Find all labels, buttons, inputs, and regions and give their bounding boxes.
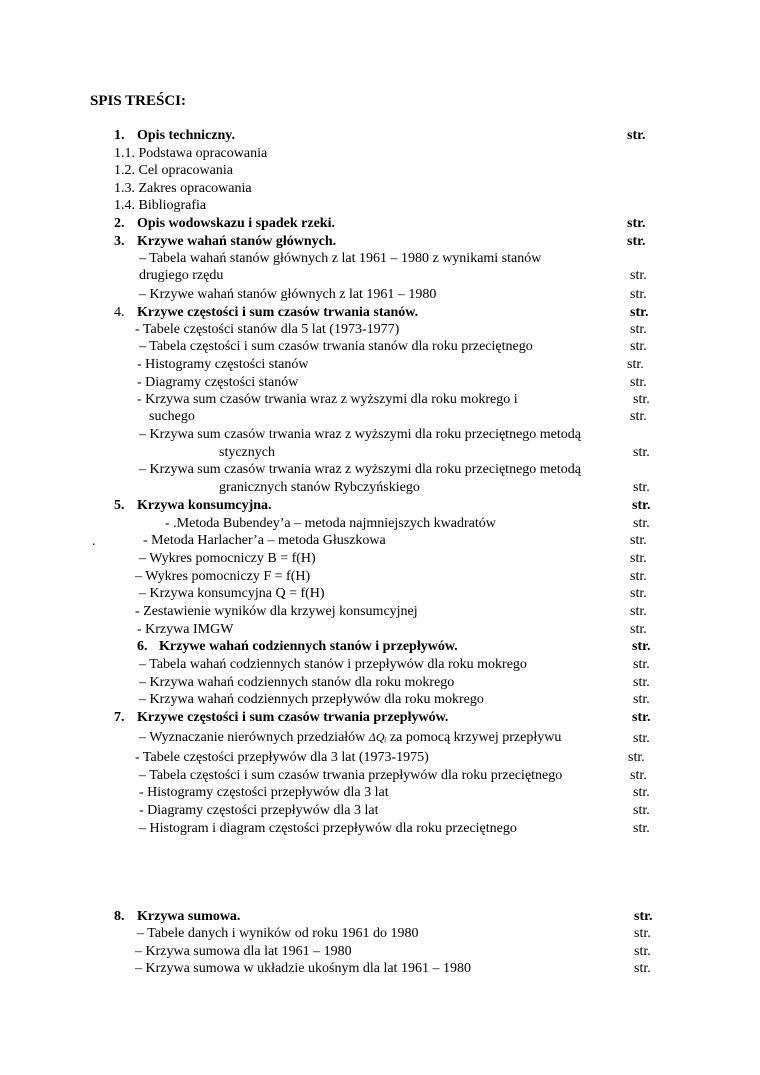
page-ref: str. [627,234,646,249]
page-ref: str. [627,216,646,231]
toc-subentry-continuation: drugiego rzędu [139,268,224,283]
page-ref: str. [630,586,647,601]
toc-entry-8-number: 8. [114,909,125,924]
page-ref: str. [633,480,650,495]
page-ref: str. [632,639,651,654]
toc-entry-3-number: 3. [114,234,125,249]
page-ref: str. [630,604,647,619]
page-ref: str. [632,498,651,513]
page-ref: str. [633,392,650,407]
page-ref: str. [630,533,647,548]
toc-entry-1: Opis techniczny. [137,128,236,143]
toc-subentry: - Zestawienie wyników dla krzywej konsumcyjnej [135,604,418,619]
page-ref: str. [633,731,650,746]
page-ref: str. [630,339,647,354]
toc-entry-1-1: 1.1. Podstawa opracowania [114,146,268,161]
toc-subentry: - Krzywa IMGW [137,622,234,637]
page-ref: str. [630,375,647,390]
toc-subentry: – Wykres pomocniczy B = f(H) [139,551,316,566]
toc-entry-7: Krzywe częstości i sum czasów trwania przepływów. [137,710,449,725]
toc-subentry: – Krzywa sumowa w układzie ukośnym dla lat 1961 – 1980 [135,961,471,976]
toc-title: SPIS TREŚCI: [90,93,187,109]
toc-subentry-continuation: stycznych [219,445,275,460]
toc-subentry-text: za pomocą krzywej przepływu [389,730,562,745]
page-ref: str. [630,305,649,320]
toc-entry-2: Opis wodowskazu i spadek rzeki. [137,216,335,231]
page-ref: str. [630,268,647,283]
toc-subentry: - .Metoda Bubendey’a – metoda najmniejszych kwadratów [165,516,496,531]
toc-entry-7-number: 7. [114,710,125,725]
page-ref: str. [633,821,650,836]
page-ref: str. [633,516,650,531]
toc-subentry: – Krzywa konsumcyjna Q = f(H) [139,586,325,601]
toc-entry-3: Krzywe wahań stanów głównych. [137,234,337,249]
page-ref: str. [630,622,647,637]
toc-entry-4: Krzywe częstości i sum czasów trwania stanów. [137,305,419,320]
toc-entry-1-3: 1.3. Zakres opracowania [114,181,252,196]
page-ref: str. [634,909,653,924]
toc-entry-2-number: 2. [114,216,125,231]
page-ref: str. [630,569,647,584]
page-ref: str. [633,445,650,460]
page-ref: str. [633,675,650,690]
toc-subentry: – Krzywa sumowa dla lat 1961 – 1980 [135,944,352,959]
page-ref: str. [634,961,651,976]
page-ref: str. [633,785,650,800]
page-ref: str. [630,768,647,783]
delta-q-symbol: ΔQᵢ [368,730,387,744]
stray-mark: . [92,534,96,549]
toc-entry-1-2: 1.2. Cel opracowania [114,163,233,178]
page-ref: str. [633,692,650,707]
toc-entry-6: Krzywe wahań codziennych stanów i przepływów. [159,639,458,654]
toc-subentry: - Histogramy częstości stanów [137,357,309,372]
toc-entry-4-number: 4. [114,305,125,320]
toc-entry-5-number: 5. [114,498,125,513]
page-ref: str. [634,944,651,959]
toc-subentry: – Krzywa wahań codziennych przepływów dla roku mokrego [139,692,484,707]
toc-subentry: – Krzywa sum czasów trwania wraz z wyższymi dla roku przeciętnego metodą [139,462,581,477]
toc-subentry: – Krzywa wahań codziennych stanów dla roku mokrego [139,675,455,690]
page-ref: str. [633,657,650,672]
page-ref: str. [628,750,645,765]
toc-entry-5: Krzywa konsumcyjna. [137,498,272,513]
toc-subentry: – Tabela częstości i sum czasów trwania przepływów dla roku przeciętnego [139,768,563,783]
toc-subentry-continuation: granicznych stanów Rybczyńskiego [219,480,420,495]
toc-subentry: – Histogram i diagram częstości przepływów dla roku przeciętnego [139,821,517,836]
toc-subentry-text: – Wyznaczanie nierównych przedziałów [139,730,366,745]
toc-subentry: – Tabela wahań codziennych stanów i przepływów dla roku mokrego [139,657,527,672]
toc-subentry: - Tabele częstości przepływów dla 3 lat (1973-1975) [135,750,429,765]
page-ref: str. [632,710,651,725]
toc-subentry [139,729,561,746]
page-ref: str. [630,409,647,424]
toc-entry-1-number: 1. [114,128,125,143]
toc-subentry: - Tabele częstości stanów dla 5 lat (1973-1977) [135,322,400,337]
toc-subentry: – Wykres pomocniczy F = f(H) [135,569,311,584]
toc-subentry: – Tabele danych i wyników od roku 1961 do 1980 [137,926,419,941]
page-ref: str. [627,357,644,372]
toc-entry-8: Krzywa sumowa. [137,909,241,924]
toc-entry-1-4: 1.4. Bibliografia [114,198,207,213]
page-ref: str. [630,287,647,302]
page-ref: str. [634,926,651,941]
toc-subentry-continuation: suchego [149,409,195,424]
page-ref: str. [633,803,650,818]
toc-subentry: - Diagramy częstości stanów [137,375,299,390]
toc-subentry: - Histogramy częstości przepływów dla 3 lat [139,785,389,800]
toc-subentry: – Tabela wahań stanów głównych z lat 1961 – 1980 z wynikami stanów [139,251,542,266]
toc-subentry: – Tabela częstości i sum czasów trwania stanów dla roku przeciętnego [139,339,533,354]
page-ref: str. [627,128,646,143]
toc-subentry: – Krzywe wahań stanów głównych z lat 1961 – 1980 [139,287,437,302]
toc-subentry: – Krzywa sum czasów trwania wraz z wyższymi dla roku przeciętnego metodą [139,427,581,442]
toc-subentry: - Metoda Harlacher’a – metoda Głuszkowa [143,533,386,548]
page-ref: str. [630,322,647,337]
toc-subentry: - Krzywa sum czasów trwania wraz z wyższymi dla roku mokrego i [137,392,518,407]
page-ref: str. [630,551,647,566]
toc-entry-6-number: 6. [137,639,148,654]
toc-subentry: - Diagramy częstości przepływów dla 3 lat [139,803,379,818]
